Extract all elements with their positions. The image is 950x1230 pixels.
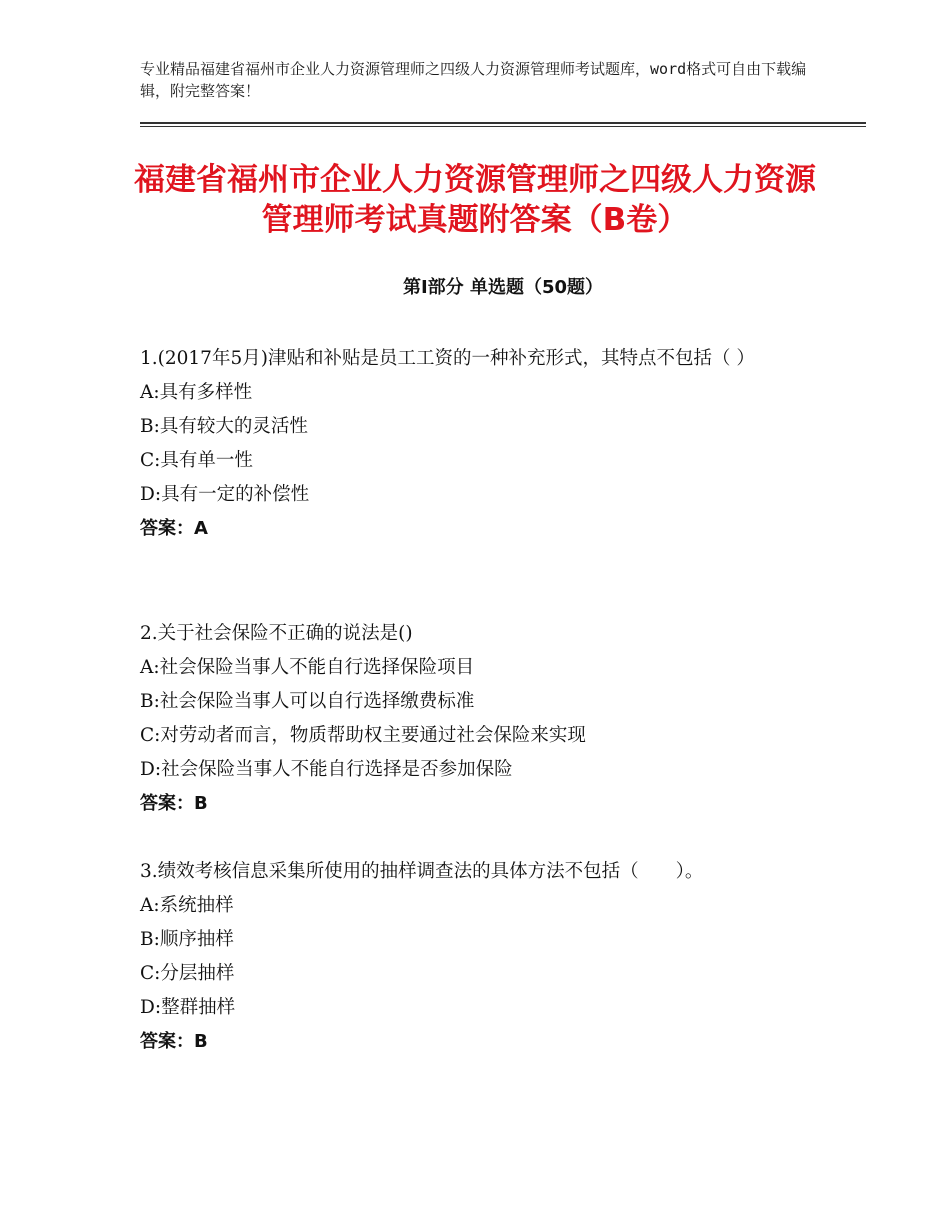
option-letter: D: — [140, 759, 162, 780]
option-d — [140, 753, 820, 787]
option-text: 具有单一性 — [160, 450, 253, 471]
option-letter: B: — [140, 416, 160, 437]
option-text: 整群抽样 — [161, 997, 236, 1018]
header-divider-thin — [140, 126, 866, 127]
option-text: 分层抽样 — [160, 963, 235, 984]
option-b — [140, 685, 820, 719]
option-letter: D: — [140, 484, 162, 505]
option-a — [140, 889, 820, 923]
answer: 答案：A — [140, 518, 208, 539]
option-b — [140, 410, 820, 444]
option-a — [140, 376, 820, 410]
option-a — [140, 651, 820, 685]
answer: 答案：B — [140, 793, 208, 814]
option-letter: D: — [140, 997, 162, 1018]
option-b — [140, 923, 820, 957]
option-letter: A: — [140, 895, 160, 916]
option-text: 具有一定的补偿性 — [161, 484, 310, 505]
option-text: 具有较大的灵活性 — [159, 416, 308, 437]
option-d — [140, 478, 820, 512]
option-letter: C: — [140, 725, 161, 746]
question-stem: 2.关于社会保险不正确的说法是() — [140, 623, 413, 644]
header-note: 专业精品福建省福州市企业人力资源管理师之四级人力资源管理师考试题库，word格式可自由下载编辑，附完整答案！ — [140, 60, 807, 100]
option-letter: B: — [140, 929, 160, 950]
option-text: 具有多样性 — [159, 382, 253, 403]
option-c — [140, 444, 820, 478]
option-d — [140, 991, 820, 1025]
question-2 — [140, 617, 820, 821]
section-title: 第Ⅰ部分 单选题（50题） — [402, 277, 603, 298]
option-text: 系统抽样 — [159, 895, 234, 916]
option-c — [140, 719, 820, 753]
option-letter: C: — [140, 450, 161, 471]
option-text: 顺序抽样 — [159, 929, 234, 950]
question-1 — [140, 342, 820, 546]
option-letter: B: — [140, 691, 160, 712]
document-title: 福建省福州市企业人力资源管理师之四级人力资源管理师考试真题附答案（B卷） — [134, 162, 816, 238]
option-text: 对劳动者而言，物质帮助权主要通过社会保险来实现 — [160, 725, 586, 746]
option-text: 社会保险当事人不能自行选择是否参加保险 — [161, 759, 513, 780]
option-letter: A: — [140, 657, 160, 678]
answer: 答案：B — [140, 1031, 208, 1052]
header-divider — [140, 122, 866, 124]
question-3 — [140, 855, 820, 1059]
question-stem: 3.绩效考核信息采集所使用的抽样调查法的具体方法不包括（ ）。 — [140, 861, 704, 882]
option-letter: A: — [140, 382, 160, 403]
option-text: 社会保险当事人不能自行选择保险项目 — [159, 657, 475, 678]
option-text: 社会保险当事人可以自行选择缴费标准 — [159, 691, 475, 712]
question-stem: 1.(2017年5月)津贴和补贴是员工工资的一种补充形式，其特点不包括（ ） — [140, 348, 755, 369]
option-c — [140, 957, 820, 991]
option-letter: C: — [140, 963, 161, 984]
